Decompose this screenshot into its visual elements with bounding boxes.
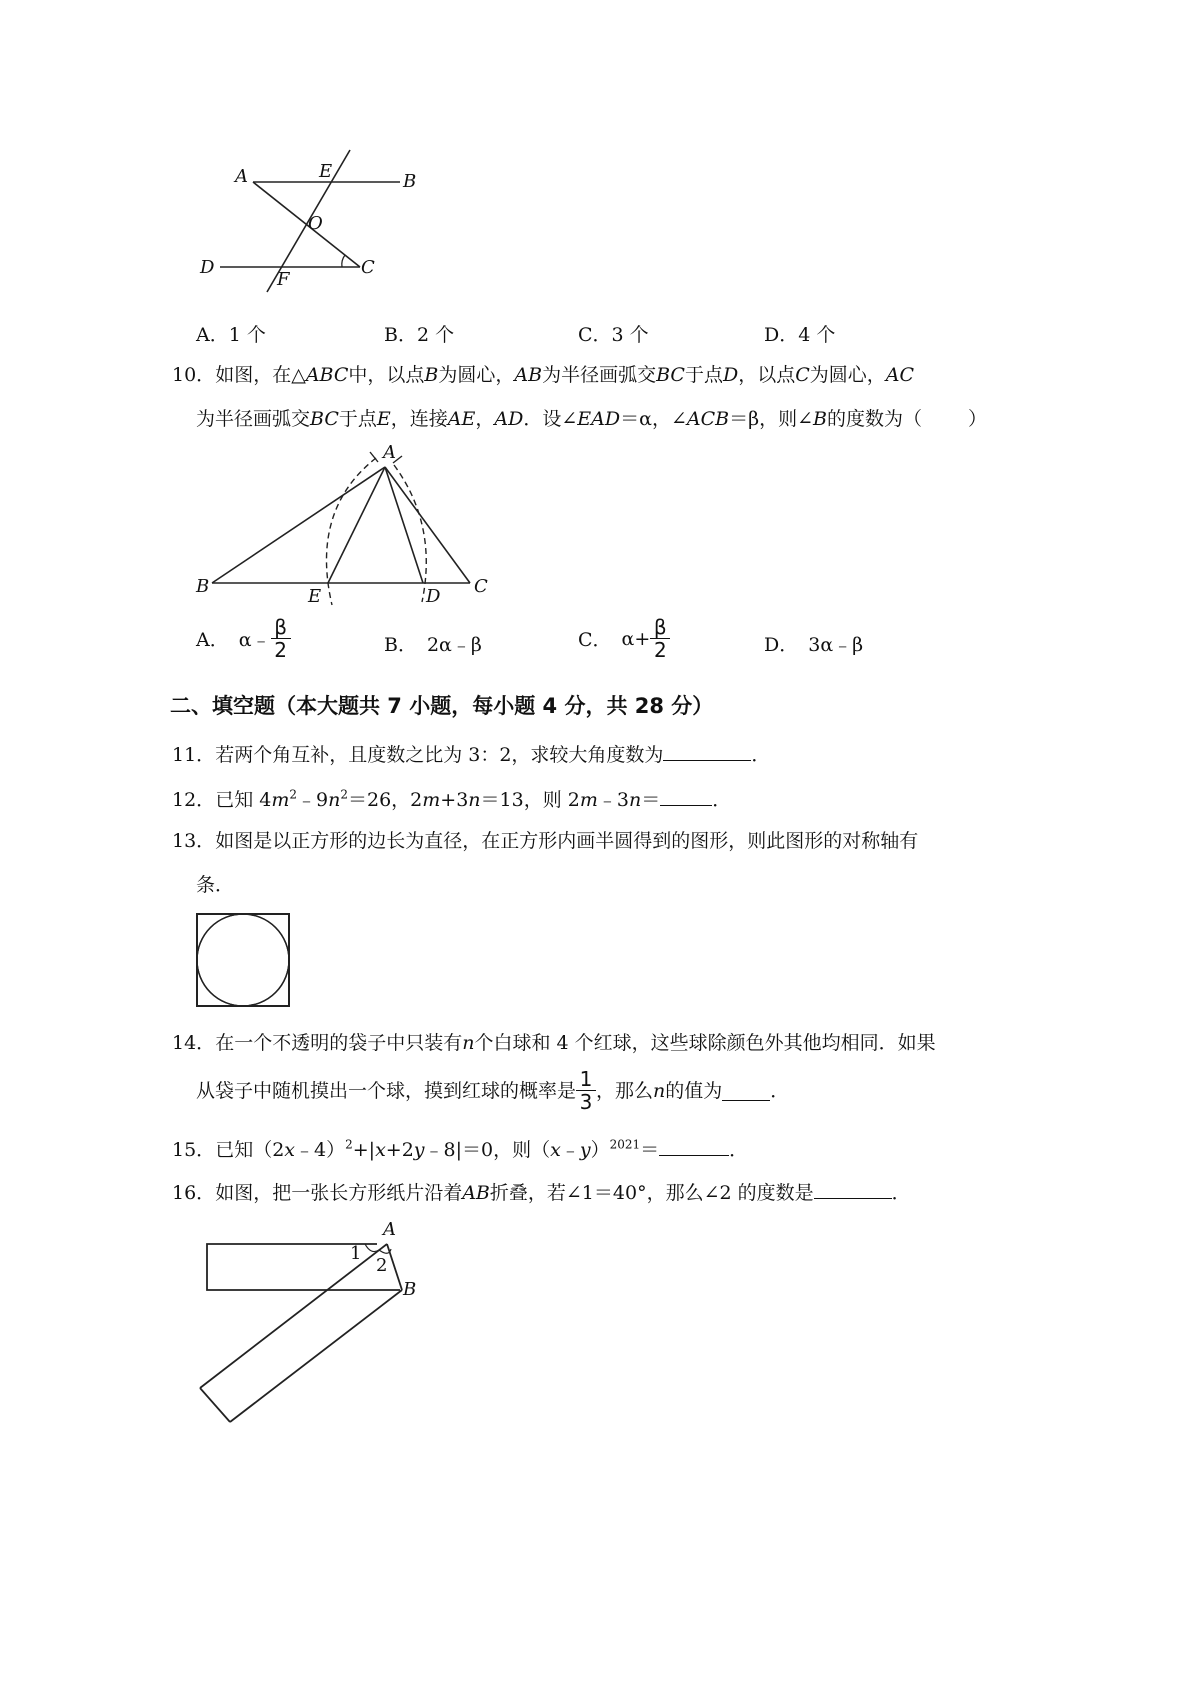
- fold-line-ab: [387, 1244, 402, 1290]
- q10-figure: [190, 440, 500, 610]
- q9-option-b[interactable]: B．2 个: [384, 324, 455, 346]
- semicircle-left: [197, 914, 243, 1006]
- answer-blank[interactable]: [722, 1080, 770, 1101]
- label-d: D: [426, 586, 441, 607]
- q9-option-a[interactable]: A．1 个: [196, 324, 266, 346]
- label-f: F: [277, 269, 290, 290]
- segment-ab: [212, 467, 385, 583]
- q10-option-c[interactable]: C． α+ $\frac{\beta}{2}$: [578, 616, 670, 661]
- semicircle-bottom: [197, 960, 289, 1006]
- fraction-one-third: $\frac{1}{3}$: [576, 1068, 596, 1113]
- angle-1-arc: [365, 1244, 379, 1252]
- q16: 16．如图，把一张长方形纸片沿着AB折叠，若∠1＝40°，那么∠2 的度数是 ．: [172, 1178, 911, 1206]
- q10-line1: 10．如图，在△ABC中，以点B为圆心，AB为半径画弧交BC于点D，以点C为圆心，AC: [172, 364, 915, 386]
- q9-option-d[interactable]: D．4 个: [764, 324, 836, 346]
- label-b: B: [403, 1279, 417, 1300]
- q16-figure: [195, 1215, 435, 1430]
- fraction-beta-over-2: $\frac{\beta}{2}$: [271, 616, 291, 661]
- label-1: 1: [350, 1243, 362, 1264]
- label-2: 2: [376, 1255, 388, 1276]
- segment-ae: [328, 467, 385, 583]
- q15: 15．已知（2x﹣4）$^2$+|x+2y﹣8|＝0，则（x﹣y）$^{2021}$＝ ．: [172, 1135, 748, 1163]
- answer-blank[interactable]: [659, 1135, 729, 1156]
- segment-ad: [385, 467, 423, 583]
- q13-line1: 13．如图是以正方形的边长为直径，在正方形内画半圆得到的图形，则此图形的对称轴有: [172, 830, 919, 852]
- label-a: A: [235, 166, 248, 187]
- folded-strip-top: [200, 1244, 387, 1388]
- section-heading-fill-in: 二、填空题（本大题共 7 小题，每小题 4 分，共 28 分）: [170, 694, 714, 718]
- label-b: B: [403, 171, 417, 192]
- q14-line1: 14．在一个不透明的袋子中只装有n个白球和 4 个红球，这些球除颜色外其他均相同．如果: [172, 1032, 936, 1054]
- q9-figure: [195, 145, 435, 305]
- folded-strip-bottom: [230, 1290, 402, 1422]
- answer-blank[interactable]: [663, 740, 751, 761]
- q10-line2: 为半径画弧交BC于点E，连接AE，AD．设∠EAD＝α，∠ACB＝β，则∠B的度数为（ ）: [196, 408, 988, 430]
- semicircle-right: [243, 914, 289, 1006]
- label-b: B: [196, 576, 210, 597]
- q9-option-c[interactable]: C．3 个: [578, 324, 649, 346]
- answer-blank[interactable]: [814, 1178, 892, 1199]
- label-e: E: [308, 586, 322, 607]
- line-ac: [253, 182, 360, 267]
- label-c: C: [361, 257, 375, 278]
- answer-blank[interactable]: [660, 785, 712, 806]
- q12: 12．已知 $4m^2﹣9n^2=26$，2m+3n＝13，则 2m﹣3n＝ ．: [172, 785, 731, 813]
- q13-figure: [195, 912, 293, 1010]
- segment-ac: [385, 467, 470, 583]
- angle-c-arc: [342, 255, 345, 267]
- q14-line2: 从袋子中随机摸出一个球，摸到红球的概率是 $\frac{1}{3}$ ，那么 n 的值为 ．: [196, 1067, 790, 1114]
- semicircle-top: [197, 914, 289, 960]
- label-e: E: [319, 161, 333, 182]
- label-d: D: [200, 257, 215, 278]
- label-c: C: [474, 576, 488, 597]
- label-a: A: [383, 1219, 396, 1240]
- fraction-beta-over-2: $\frac{\beta}{2}$: [650, 616, 670, 661]
- q10-option-a[interactable]: A． α﹣ $\frac{\beta}{2}$: [196, 616, 291, 661]
- q11: 11．若两个角互补，且度数之比为 3：2，求较大角度数为 ．: [172, 740, 770, 768]
- folded-strip-end: [200, 1388, 230, 1422]
- label-a: A: [383, 442, 396, 463]
- q10-option-d[interactable]: D． 3α﹣β: [764, 634, 864, 656]
- label-o: O: [308, 213, 323, 234]
- q10-option-b[interactable]: B． 2α﹣β: [384, 634, 482, 656]
- q13-line2: 条．: [196, 874, 235, 896]
